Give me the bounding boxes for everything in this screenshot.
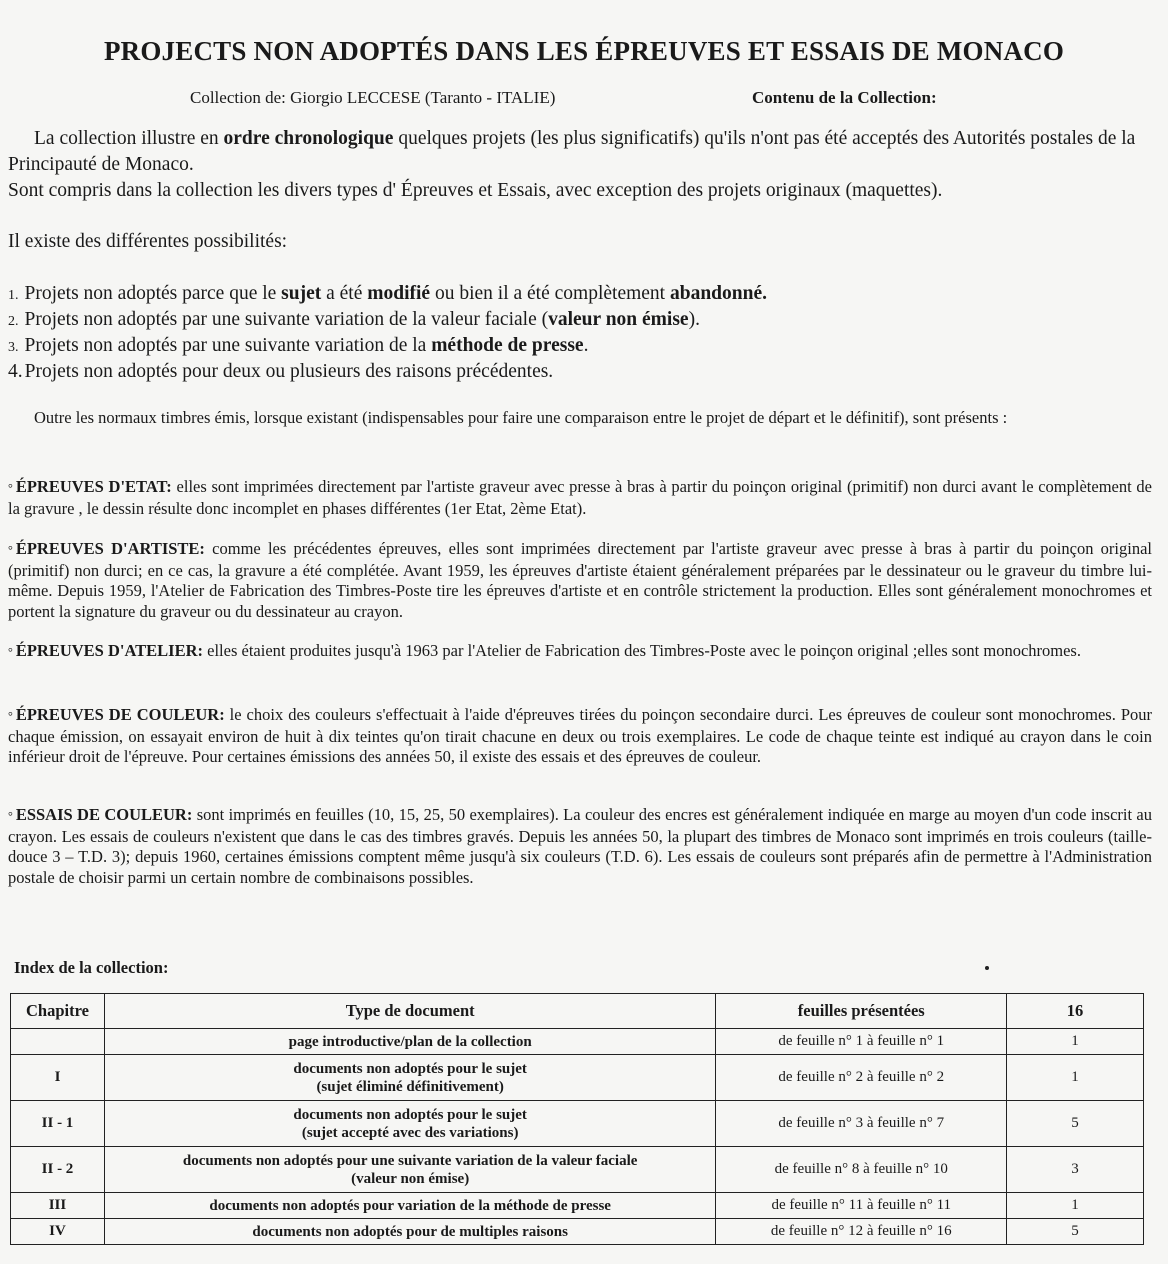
document-cell [104, 1193, 715, 1219]
count-cell: 1 [1007, 1193, 1144, 1219]
document-cell [104, 1219, 715, 1245]
reason-text: a été [321, 283, 368, 304]
section-heading: ÉPREUVES D'ARTISTE: [15, 539, 205, 558]
table-header-row [11, 994, 1144, 1029]
reason-item [8, 360, 1148, 384]
reason-item [8, 334, 1148, 360]
section-epreuves-etat [8, 477, 1152, 519]
section-essais-couleur [8, 805, 1152, 888]
section-heading: ÉPREUVES D'ETAT: [15, 477, 172, 496]
section-heading: ÉPREUVES DE COULEUR: [15, 705, 225, 724]
document-line: documents non adoptés pour une suivante variation de la valeur faciale [182, 1152, 638, 1169]
sheets-cell: de feuille n° 11 à feuille n° 11 [716, 1193, 1007, 1219]
document-line: documents non adoptés pour variation de la méthode de presse [209, 1197, 611, 1214]
reason-text: Projets non adoptés par une suivante variation de la [24, 335, 432, 356]
section-heading: ESSAIS DE COULEUR: [15, 805, 193, 824]
reason-number: 4. [8, 361, 23, 382]
reason-text: Projets non adoptés parce que le [24, 283, 282, 304]
section-epreuves-couleur [8, 705, 1152, 768]
reason-bold: abandonné. [669, 283, 767, 304]
chapter-cell: II - 1 [11, 1101, 105, 1147]
sheets-cell: de feuille n° 8 à feuille n° 10 [716, 1147, 1007, 1193]
header-sheets: feuilles présentées [716, 994, 1007, 1029]
document-cell [104, 1029, 715, 1055]
section-text: comme les précédentes épreuves, elles sont imprimées directement par l'artiste graveur avec presse à bras à partir du poinçon original (primitif) non durci; en ce cas, la gravure a été complétée. Avant 1959, les épreuves d'artiste étaient généralement préparées par le dessinateur ou le graveur du timbre lui-même. Depuis 1959, l'Atelier de Fabrication des Timbres-Poste tire les épreuves d'artiste et en contrôle strictement la production. Elles sont généralement monochromes et portent la signature du graveur ou du dessinateur au crayon. [8, 539, 1152, 621]
document-line: documents non adoptés pour de multiples raisons [252, 1223, 568, 1240]
index-heading: Index de la collection: [14, 958, 169, 977]
section-text: elles sont imprimées directement par l'artiste graveur avec presse à bras à partir du poinçon original (primitif) non durci avant le complètement de la gravure , le dessin résulte donc incomplet en phases différentes (1er Etat, 2ème Etat). [8, 477, 1152, 518]
index-table [10, 993, 1144, 1245]
table-row [11, 1055, 1144, 1101]
header-chapter: Chapitre [11, 994, 105, 1029]
table-row [11, 1147, 1144, 1193]
chapter-cell: III [11, 1193, 105, 1219]
bullet-icon: ° [8, 481, 13, 495]
outre-paragraph: Outre les normaux timbres émis, lorsque existant (indispensables pour faire une comparaison entre le projet de départ et le définitif), sont présents : [34, 408, 1008, 427]
document-line: (sujet éliminé définitivement) [316, 1078, 504, 1095]
section-text: sont imprimés en feuilles (10, 15, 25, 50 exemplaires). La couleur des encres est généralement indiquée en marge au moyen d'un code inscrit au crayon. Les essais de couleurs n'existent que dans le cas des timbres gravés. Depuis les années 50, la plupart des timbres de Monaco sont imprimés en trois couleurs (taille-douce 3 – T.D. 3); depuis 1960, certaines émissions comptent même jusqu'à six couleurs (T.D. 6). Les essais de couleurs sont préparés afin de permettre à l'Administration postale de choisir parmi un certain nombre de combinaisons possibles. [8, 805, 1152, 887]
reason-bold: valeur non émise [548, 309, 689, 330]
intro-paragraph-2: Sont compris dans la collection les divers types d' Épreuves et Essais, avec exception des projets originaux (maquettes). [8, 180, 943, 201]
table-row [11, 1219, 1144, 1245]
sheets-cell: de feuille n° 2 à feuille n° 2 [716, 1055, 1007, 1101]
document-cell [104, 1147, 715, 1193]
reason-bold: modifié [367, 283, 431, 304]
table-row [11, 1029, 1144, 1055]
document-line: (valeur non émise) [351, 1170, 470, 1187]
count-cell: 5 [1007, 1101, 1144, 1147]
intro-text-a: La collection illustre en [34, 128, 224, 149]
reason-text: ). [688, 309, 700, 330]
intro-text-b: quelques projets (les plus significatifs) qu'ils n'ont pas été acceptés des Autorités postales de la Principauté de Monaco. [8, 128, 1136, 175]
section-epreuves-atelier [8, 641, 1152, 663]
chapter-cell: I [11, 1055, 105, 1101]
section-heading: ÉPREUVES D'ATELIER: [15, 641, 204, 660]
possibilities-heading: Il existe des différentes possibilités: [8, 231, 288, 252]
stray-dot [985, 966, 989, 970]
reason-bold: sujet [281, 283, 322, 304]
contents-heading: Contenu de la Collection: [752, 88, 937, 107]
reason-text: ou bien il a été complètement [430, 283, 670, 304]
reason-item [8, 308, 1148, 334]
bullet-icon: ° [8, 709, 13, 723]
intro-bold: ordre chronologique [223, 128, 394, 149]
section-text: elles étaient produites jusqu'à 1963 par l'Atelier de Fabrication des Timbres-Poste avec le poinçon original ;elles sont monochromes. [203, 641, 1081, 660]
reasons-list [8, 282, 1148, 384]
section-text: le choix des couleurs s'effectuait à l'aide d'épreuves tirées du poinçon secondaire durci. Les épreuves de couleur sont monochromes. Pour chaque émission, on essayait environ de huit à dix teintes qu'on tirait chacune en deux ou trois exemplaires. Le code de chaque teinte est indiqué au crayon dans le coin inférieur droit de l'épreuve. Pour certaines émissions des années 50, il existe des essais et des épreuves de couleur. [8, 705, 1152, 766]
page-title: PROJECTS NON ADOPTÉS DANS LES ÉPREUVES ET ESSAIS DE MONACO [103, 36, 1065, 66]
reason-number: 1. [8, 288, 19, 303]
reason-item [8, 282, 1148, 308]
intro-paragraph-1 [8, 126, 1153, 178]
section-epreuves-artiste [8, 539, 1152, 622]
count-cell: 1 [1007, 1029, 1144, 1055]
intro-text [8, 126, 1153, 204]
sheets-cell: de feuille n° 12 à feuille n° 16 [716, 1219, 1007, 1245]
table-row [11, 1101, 1144, 1147]
table-row [11, 1193, 1144, 1219]
count-cell: 3 [1007, 1147, 1144, 1193]
document-line: page introductive/plan de la collection [288, 1033, 532, 1050]
document-line: documents non adoptés pour le sujet [293, 1106, 527, 1123]
header-document-type: Type de document [104, 994, 715, 1029]
collector-line: Collection de: Giorgio LECCESE (Taranto - ITALIE) [190, 88, 556, 107]
count-cell: 1 [1007, 1055, 1144, 1101]
bullet-icon: ° [8, 645, 13, 659]
bullet-icon: ° [8, 809, 13, 823]
sheets-cell: de feuille n° 3 à feuille n° 7 [716, 1101, 1007, 1147]
reason-bold: méthode de presse [431, 335, 584, 356]
chapter-cell [11, 1029, 105, 1055]
reason-text: . [583, 335, 589, 356]
reason-number: 2. [8, 314, 19, 329]
document-cell [104, 1101, 715, 1147]
chapter-cell: II - 2 [11, 1147, 105, 1193]
count-cell: 5 [1007, 1219, 1144, 1245]
sheets-cell: de feuille n° 1 à feuille n° 1 [716, 1029, 1007, 1055]
reason-number: 3. [8, 340, 19, 355]
reason-text: Projets non adoptés par une suivante variation de la valeur faciale ( [24, 309, 549, 330]
reason-text: Projets non adoptés pour deux ou plusieurs des raisons précédentes. [24, 361, 554, 382]
chapter-cell: IV [11, 1219, 105, 1245]
document-line: (sujet accepté avec des variations) [301, 1124, 519, 1141]
bullet-icon: ° [8, 543, 13, 557]
document-line: documents non adoptés pour le sujet [293, 1060, 527, 1077]
document-cell [104, 1055, 715, 1101]
header-total: 16 [1007, 994, 1144, 1029]
